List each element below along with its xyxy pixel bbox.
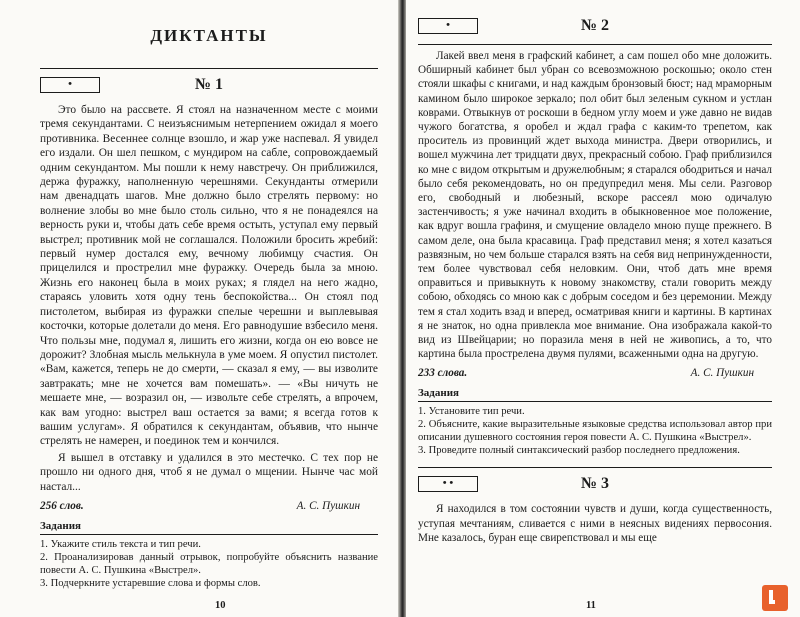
difficulty-badge: • [418,18,478,34]
tasks-list [418,405,772,457]
dictation-text [418,502,772,545]
task-item: 2. Проанализировав данный отрывок, попробуйте объяснить название повести А. С. Пушкина «Выстрел». [40,551,378,576]
dictation-text [40,103,378,494]
tasks-heading: Задания [40,519,81,532]
tasks-heading: Задания [418,387,459,400]
task-item: 2. Объясните, какие выразительные языковые средства использовал автор при описании душевного состояния героя повести А. С. Пушкина «Выстрел». [418,419,772,444]
paragraph: Я находился в том состоянии чувств и души, когда существенность, уступая мечтаниям, сливается с ними в неясных видениях первосония. Мне казалось, буран еще свирепствовал и мы еще [418,503,772,544]
exercise-number: № 2 [580,17,610,34]
task-item: 1. Укажите стиль текста и тип речи. [40,538,201,550]
paragraph: Это было на рассвете. Я стоял на назначенном месте с моими тремя секундантами. С неизъяснимым нетерпением ожидал я моего противника. Весеннее солнце взошло, и жар уже наспевал. Я увидел его издали. Он шел пешком, с мундиром на сабле, сопровождаемый одним секундантом. Мы пошли к нему навстречу. Он приближился, держа фуражку, наполненную черешнями. Секунданты отмерили нам двенадцать шагов. Мне должно было стрелять первому: но волнение злобы во мне было столь сильно, что я не понадеялся на верность руки и, чтобы дать себе время остыть, уступал ему первый выстрел; противник мой не соглашался. Положили бросить жребий: первый нумер достался ему, вечному любимцу счастия. Он прицелился и прострелил мне фуражку. Очередь была за мною. Жизнь его наконец была в моих руках; я глядел на него жадно, стараясь уловить хотя одну тень беспокойства... Он стоял под пистолетом, выбирая из фуражки спелые черешни и выплевывая косточки, которые долетали до меня. Его равнодушие взбесило меня. Что пользы мне, подумал я, лишить его жизни, когда он ею вовсе не дорожит? Злобная мысль мелькнула в уме моем. Я опустил пистолет. «Вам, кажется, теперь не до смерти, — сказал я ему, — вы изволите завтракать; мне не хочется вам помешать». — «Вы ничуть не мешаете мне, — возразил он, — извольте себе стрелять, а впрочем, как вам угодно: выстрел ваш остается за вами; я всегда готов к вашим услугам». Я обратился к секундантам, объявив, что нынче стрелять не намерен, и поединок тем и кончился. [40,104,378,448]
exercise-divider [40,68,378,69]
paragraph: Я вышел в отставку и удалился в это местечко. С тех пор не прошло ни одного дня, чтоб я не думал о мщении. Нынче час мой настал... [40,451,378,493]
section-title: ДИКТАНТЫ [150,26,268,45]
task-item: 1. Установите тип речи. [418,406,525,418]
word-count: 256 слов. [40,499,84,512]
right-page [406,0,800,617]
page-number: 10 [215,600,226,611]
page-number: 11 [586,600,596,611]
author-name: А. С. Пушкин [296,499,360,512]
exercise-number: № 3 [580,475,610,493]
exercise-header [418,14,772,40]
exercise-header [418,472,772,498]
tasks-divider [40,534,378,535]
paragraph: Лакей ввел меня в графский кабинет, а сам пошел обо мне доложить. Обширный кабинет был убран со всевозможною роскошью; около стен стояли шкафы с книгами, и над каждым бронзовый бюст; над мраморным камином было широкое зеркало; пол обит был зеленым сукном и устлан коврами. Отвыкнув от роскоши в бедном углу моем и уже давно не видав чужого богатства, я оробел и ждал графа с каким-то трепетом, как проситель из провинций ждет выхода министра. Двери отворились, и вошел мужчина лет тридцати двух, прекрасный собою. Граф приблизился ко мне с видом открытым и дружелюбным; я старался ободриться и начал было себя рекомендовать, но он предупредил меня. Мы сели. Разговор его, свободный и любезный, вскоре рассеял мою одичалую застенчивость; я уже начинал входить в обыкновенное мое положение, как вдруг вошла графиня, и смущение овладело мною пуще прежнего. В самом деле, она была красавица. Граф представил меня; я хотел казаться развязным, но чем больше старался взять на себя вид непринужденности, тем более чувствовал себя неловким. Они, чтоб дать мне время оправиться и привыкнуть к новому знакомству, стали говорить между собою, обходясь со мною как с добрым соседом и без церемонии. Между тем я стал ходить взад и вперед, осматривая книги и картины. В картинах я не знаток, но одна привлекла мое внимание. Она изображала какой-то вид из Швейцарии; но поразила меня в ней не живопись, а то, что картина была прострелена двумя пулями, всаженными одна на другую. [418,50,772,361]
tasks-list [40,538,378,590]
author-name: А. С. Пушкин [690,367,754,380]
dictation-text [418,49,772,361]
task-item: 3. Подчеркните устаревшие слова и формы слов. [40,577,261,589]
word-count: 233 слова. [418,367,468,380]
exercise-number: № 1 [194,76,224,93]
text-signature [418,367,772,379]
publisher-logo-icon [762,585,788,611]
task-item: 3. Проведите полный синтаксический разбор последнего предложения. [418,445,740,457]
exercise-header [40,73,378,99]
text-signature [40,500,378,512]
tasks-divider [418,401,772,402]
exercise-divider [418,467,772,468]
exercise-divider [418,44,772,45]
difficulty-badge: • • [418,476,478,492]
difficulty-badge: • [40,77,100,93]
